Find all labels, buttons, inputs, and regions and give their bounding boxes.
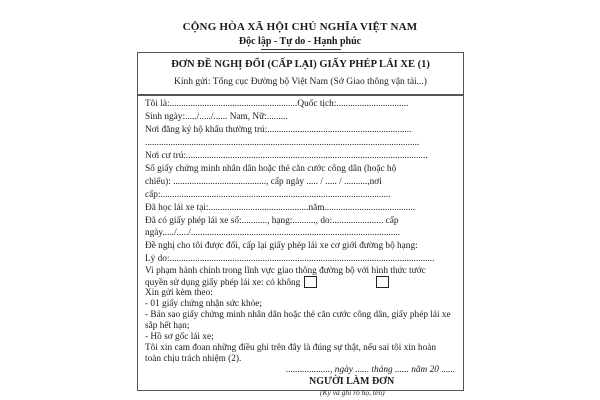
field-id-number-label: Số giấy chứng minh nhân dân hoặc thẻ căn cước công dân (hoặc hộ bbox=[145, 164, 397, 174]
field-driving-school[interactable]: Đã học lái xe tại:...........................................năm....................................... bbox=[145, 203, 416, 213]
form-title-box bbox=[137, 52, 464, 95]
form-title: ĐƠN ĐỀ NGHỊ ĐỔI (CẤP LẠI) GIẤY PHÉP LÁI XE (1) bbox=[171, 59, 430, 70]
national-title: CỘNG HÒA XÃ HỘI CHỦ NGHĨA VIỆT NAM bbox=[182, 21, 418, 33]
violation-question: Vi phạm hành chính trong lĩnh vực giao thông đường bộ với hình thức tước bbox=[145, 266, 426, 276]
attachment-health-cert: - 01 giấy chứng nhận sức khỏe; bbox=[145, 299, 262, 309]
attachment-original-file: - Hồ sơ gốc lái xe; bbox=[145, 332, 214, 342]
field-id-number[interactable]: chiếu): ........................................, cấp ngày ..... / ..... / ..........,nơi bbox=[145, 177, 382, 187]
field-full-name[interactable]: Tôi là:.......................................................Quốc tịch:............................... bbox=[145, 99, 409, 109]
declaration-line-2: toàn chịu trách nhiệm (2). bbox=[145, 354, 242, 364]
violation-no-checkbox[interactable] bbox=[376, 276, 389, 288]
violation-yes-checkbox[interactable] bbox=[304, 276, 317, 288]
attachment-id-copy-cont: sắp hết hạn; bbox=[145, 321, 190, 331]
date-line[interactable]: ..................., ngày ...... tháng ...... năm 20 ...... bbox=[286, 365, 456, 375]
national-motto: Độc lập - Tự do - Hạnh phúc bbox=[238, 36, 362, 47]
field-license-date[interactable]: ngày...../...../.......................................................................................... bbox=[145, 228, 401, 238]
attachments-heading: Xin gửi kèm theo: bbox=[145, 288, 213, 298]
violation-options: quyền sử dụng giấy phép lái xe: có không bbox=[145, 278, 301, 288]
field-reason[interactable]: Lý do:.................................................................................................................. bbox=[145, 254, 435, 264]
signer-title: NGƯỜI LÀM ĐƠN bbox=[309, 376, 395, 387]
field-license-class[interactable]: Đề nghị cho tôi được đổi, cấp lại giấy phép lái xe cơ giới đường bộ hạng: bbox=[145, 241, 418, 251]
field-birth-date[interactable]: Sinh ngày:...../...../...... Nam, Nữ:......... bbox=[145, 112, 288, 122]
field-permanent-address[interactable]: Nơi đăng ký hộ khẩu thường trú:.............................................................. bbox=[145, 125, 412, 135]
field-residence[interactable]: Nơi cư trú:........................................................................................................ bbox=[145, 151, 428, 161]
field-license-number[interactable]: Đã có giấy phép lái xe số:..........., hạng:.........., do:...................... cấp bbox=[145, 216, 399, 226]
declaration-line-1: Tôi xin cam đoan những điều ghi trên đây là đúng sự thật, nếu sai tôi xin hoàn bbox=[145, 343, 436, 353]
attachment-id-copy: - Bản sao giấy chứng minh nhân dân hoặc thẻ căn cước công dân, giấy phép lái xe bbox=[145, 310, 451, 320]
motto-underline bbox=[261, 49, 341, 50]
field-address-cont[interactable]: ...................................................................................................................... bbox=[145, 138, 420, 148]
field-id-issued-place[interactable]: cấp:................................................................................................... bbox=[145, 190, 391, 200]
recipient-line: Kính gửi: Tổng cục Đường bộ Việt Nam (Sở Giao thông vận tải...) bbox=[174, 77, 427, 87]
signer-note: (Ký và ghi rõ họ, tên) bbox=[320, 388, 385, 397]
